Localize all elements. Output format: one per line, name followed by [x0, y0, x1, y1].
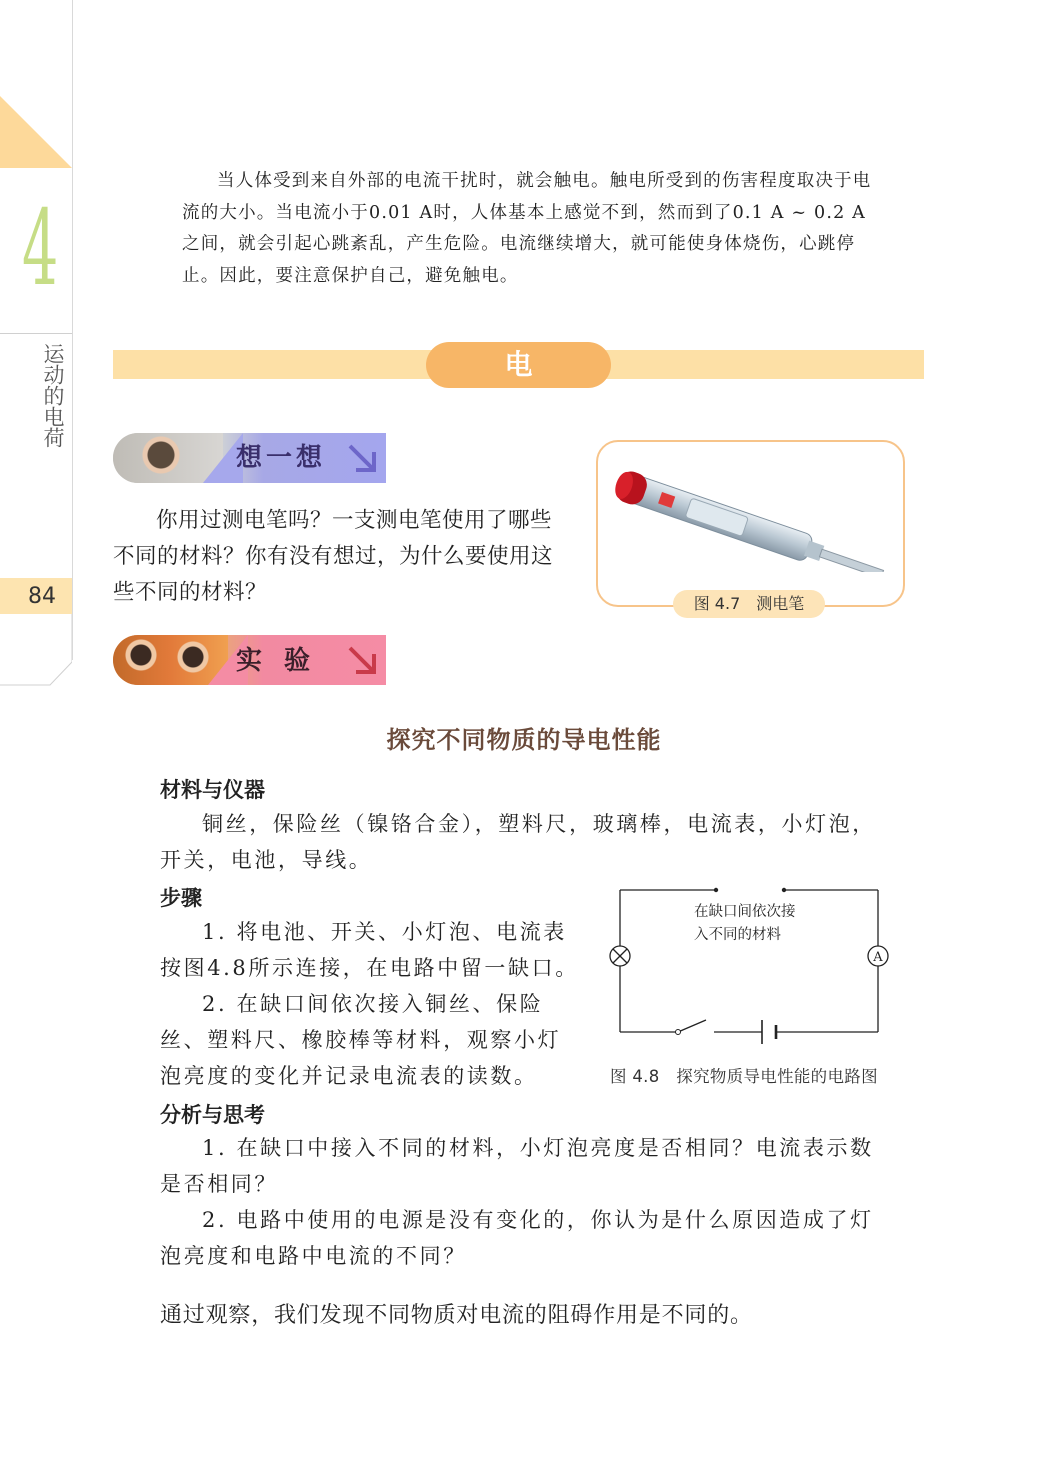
- think-question-text: 你用过测电笔吗？一支测电笔使用了哪些不同的材料？你有没有想过，为什么要使用这些不同的材料？: [113, 508, 554, 605]
- think-question: [113, 503, 568, 611]
- conclusion-text: 通过观察，我们发现不同物质对电流的阻碍作用是不同的。: [160, 1303, 753, 1328]
- step-2: 2. 在缺口间依次接入铜丝、保险丝、塑料尺、橡胶棒等材料，观察小灯泡亮度的变化并记录电流表的读数。: [160, 992, 562, 1088]
- analysis-heading: 分析与思考: [160, 1103, 265, 1127]
- steps-heading: 步骤: [160, 886, 202, 910]
- question-2: 2. 电路中使用的电源是没有变化的，你认为是什么原因造成了灯泡亮度和电路中电流的不同？: [160, 1208, 874, 1268]
- corner-triangle-decoration: [0, 96, 72, 168]
- tab-divider: [0, 333, 72, 334]
- chapter-number: 4: [22, 187, 59, 309]
- steps-list: [160, 914, 580, 1094]
- ammeter-symbol: A: [873, 950, 883, 965]
- experiment-title: 探究不同物质的导电性能: [386, 726, 662, 754]
- margin-divider: [72, 0, 73, 660]
- circuit-diagram: [606, 880, 896, 1045]
- section-title: 电阻: [474, 348, 593, 427]
- analysis-questions: [160, 1130, 890, 1274]
- arrow-down-right-icon: [344, 440, 380, 476]
- page-number: 84: [28, 584, 56, 609]
- think-banner-label: 想一想: [236, 443, 327, 473]
- experiment-banner-label: 实验: [236, 646, 333, 676]
- materials-text: 铜丝，保险丝（镍铬合金），塑料尺，玻璃棒，电流表，小灯泡，开关，电池，导线。: [160, 812, 876, 872]
- question-1: 1. 在缺口中接入不同的材料，小灯泡亮度是否相同？电流表示数是否相同？: [160, 1136, 874, 1196]
- step-1: 1. 将电池、开关、小灯泡、电流表按图4.8所示连接，在电路中留一缺口。: [160, 920, 579, 980]
- materials-paragraph: [160, 806, 890, 878]
- test-pen-image: [612, 462, 902, 572]
- tab-bottom-outline: [0, 614, 72, 686]
- intro-text: 当人体受到来自外部的电流干扰时，就会触电。触电所受到的伤害程度取决于电流的大小。当电流小于0.01 A时，人体基本上感觉不到，然而到了0.1 A ~ 0.2 A之间，就会引起心跳紊乱，产生危险。电流继续增大，就可能使身体烧伤，心跳停止。因此，要注意保护自己，避免触电。: [182, 171, 872, 286]
- gap-label-line-1: 在缺口间依次接: [694, 904, 796, 920]
- intro-paragraph: [182, 166, 882, 292]
- figure-4-8-caption: 图 4.8 探究物质导电性能的电路图: [610, 1067, 878, 1086]
- materials-heading: 材料与仪器: [160, 778, 265, 802]
- arrow-down-right-icon: [344, 642, 380, 678]
- chapter-title: 运动的电荷: [41, 343, 65, 448]
- gap-label-line-2: 入不同的材料: [694, 927, 781, 943]
- figure-4-7-caption: 图 4.7 测电笔: [673, 590, 825, 618]
